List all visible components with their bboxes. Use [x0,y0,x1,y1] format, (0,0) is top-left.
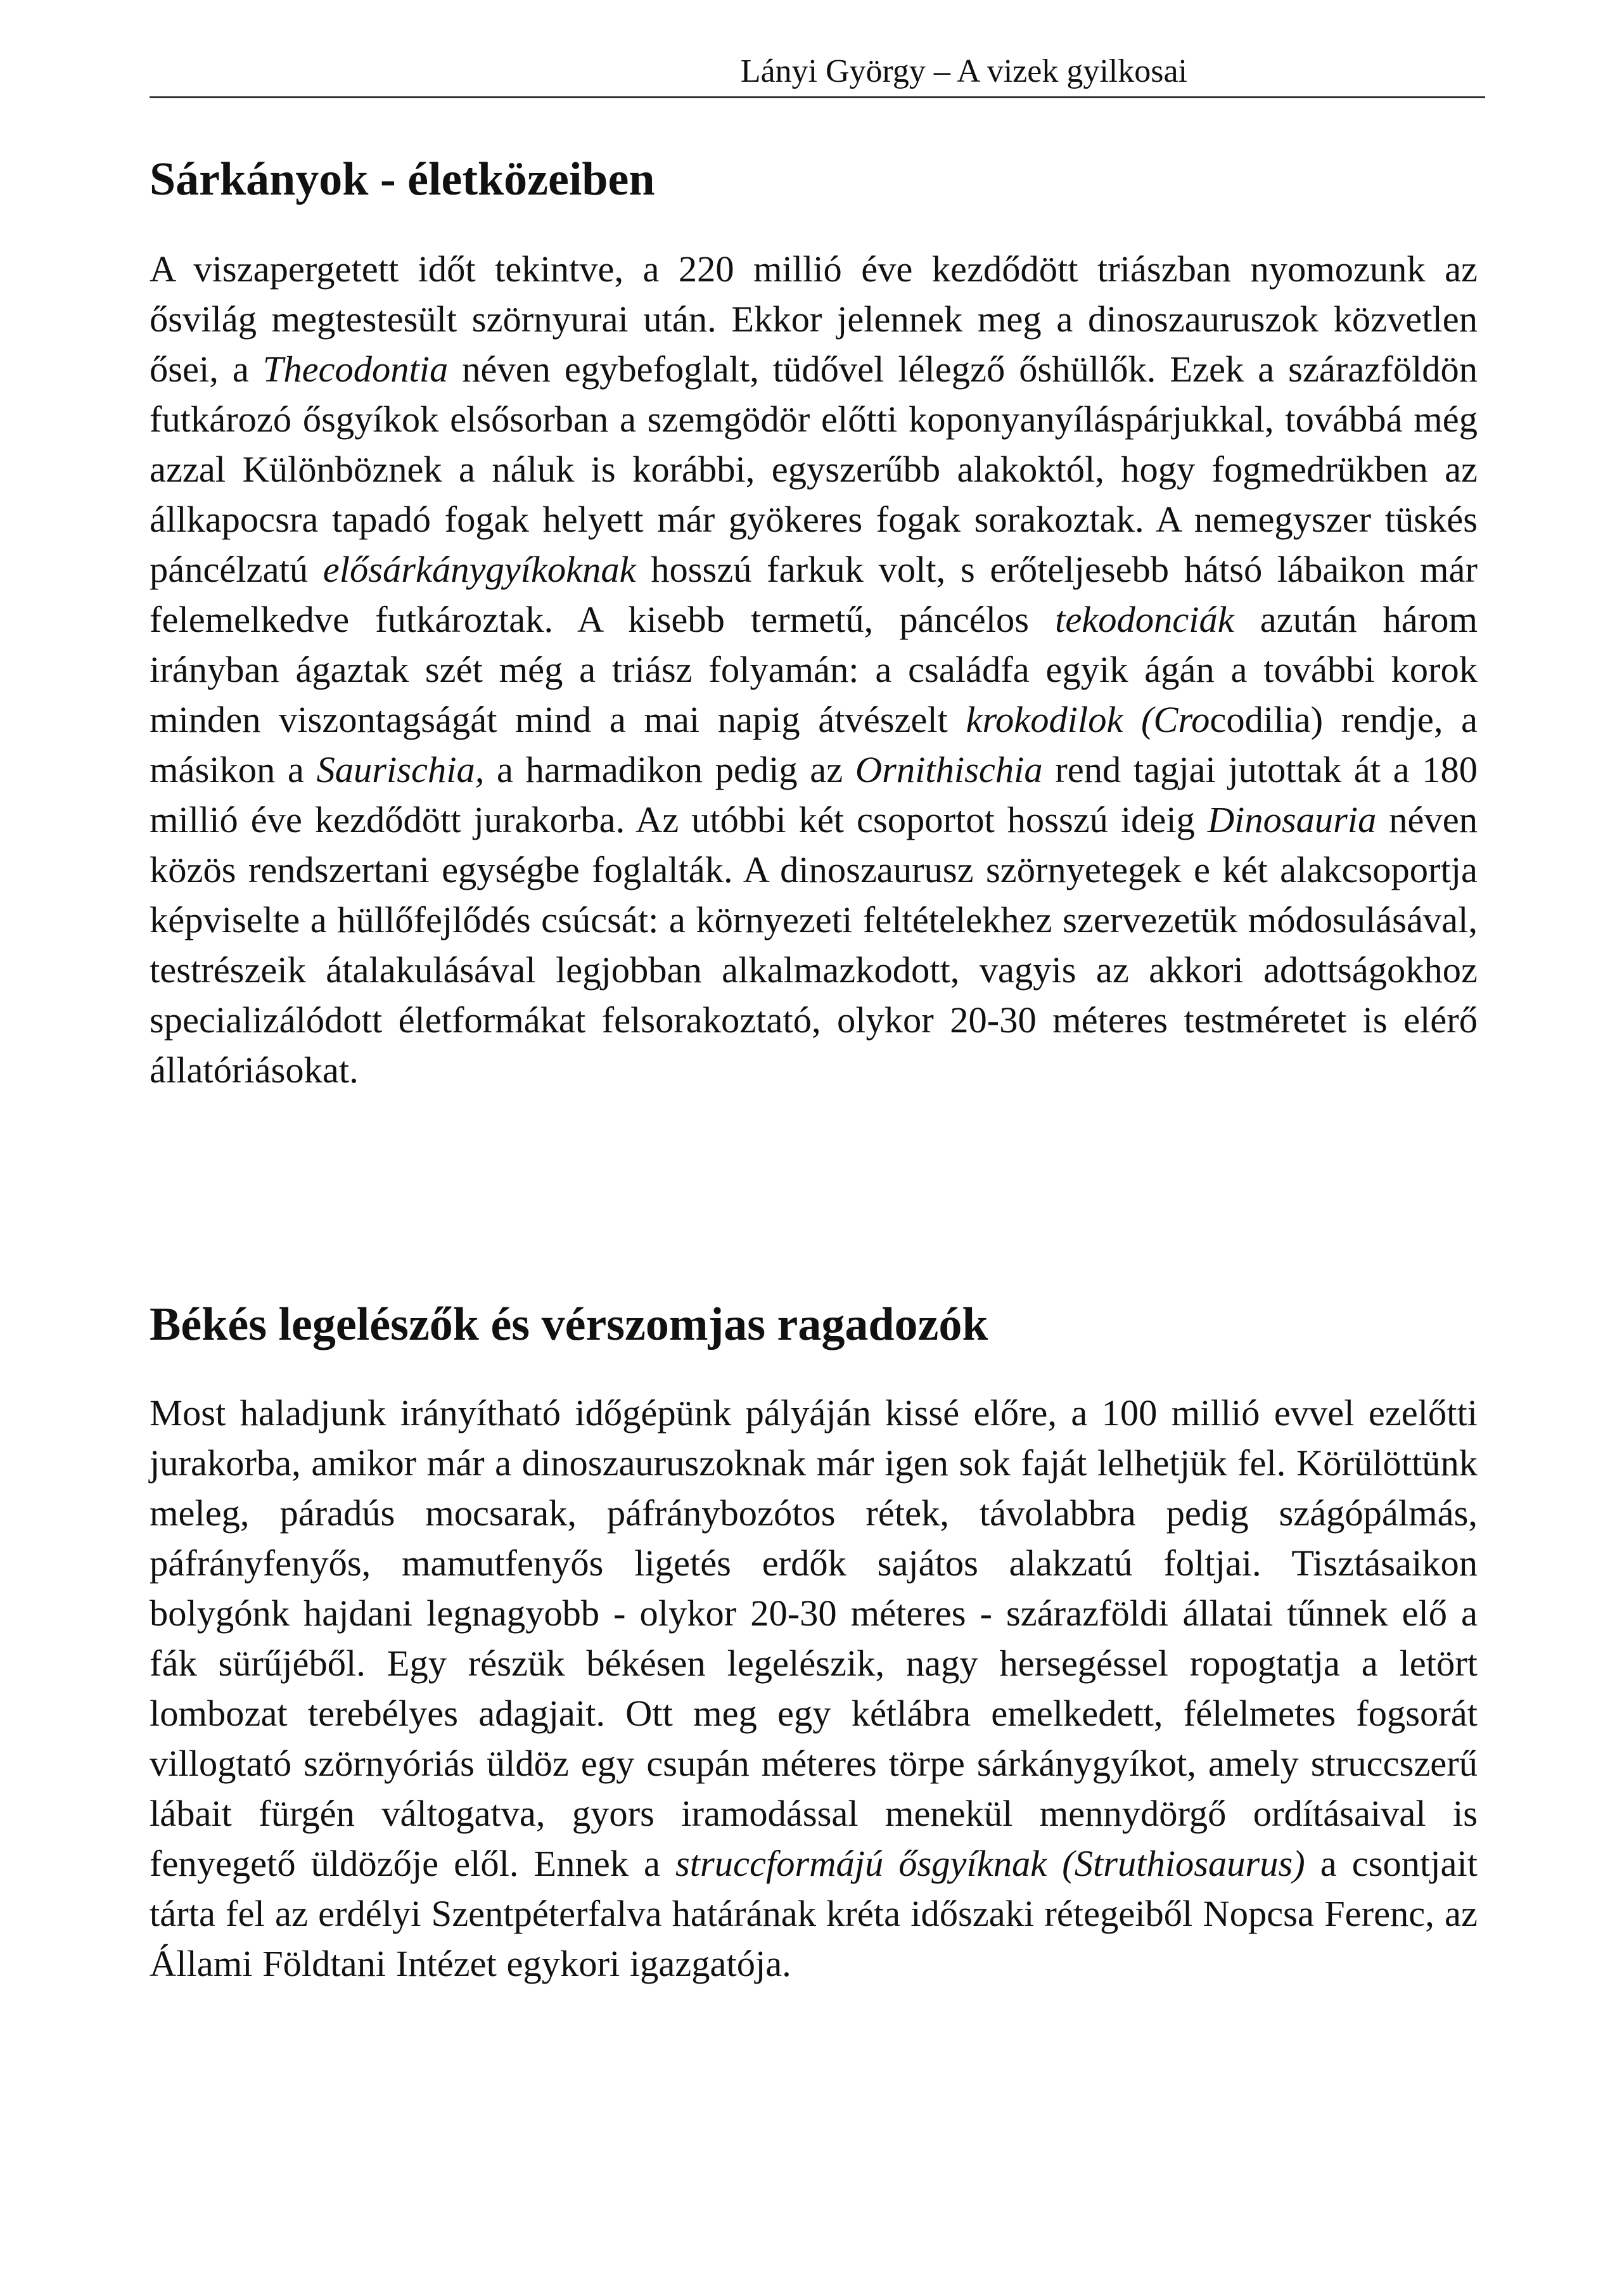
running-header: Lányi György – A vizek gyilkosai [740,53,1187,89]
section-paragraph [150,244,1478,1095]
section-paragraph [150,1388,1478,1989]
italic-term: Thecodontia [262,349,449,390]
italic-term: Ornithischia [855,749,1043,790]
text-run: a harmadikon pedig az [484,749,855,790]
italic-term: krokodilok (Cro [966,699,1210,740]
text-run: néven közös rendszertani egységbe foglalták. A dinoszaurusz szörnyetegek e két alakcsoportja képviselte a hüllőfejlődés csúcsát: a környezeti feltételekhez szervezetük módosulásával, testrészeik átalakulásával legjobban alkalmazkodott, vagyis az akkori adottságokhoz specializálódott életformákat felsorakoztató, olykor 20-30 méteres testméretet is elérő állatóriásokat. [150,799,1478,1091]
italic-term: struccformájú ősgyíknak (Struthiosaurus) [675,1843,1305,1884]
italic-term: Saurischia, [316,749,485,790]
header-rule [150,96,1485,98]
text-run: rend tagjai jutottak át a 180 millió éve kezdődött jurakorba. Az utóbbi két csoportot hosszú ideig [150,749,1478,840]
text-run: Most haladjunk irányítható időgépünk pályáján kissé előre, a 100 millió evvel ezelőtti jurakorba, amikor már a dinoszauruszoknak már igen sok faját lelhetjük fel. Körülöttünk meleg, páradús mocsarak, páfránybozótos rétek, távolabbra pedig szágópálmás, páfrányfenyős, mamutfenyős ligetés erdők sajátos alakzatú foltjai. Tisztásaikon bolygónk hajdani legnagyobb - olykor 20-30 méteres - szárazföldi állatai tűnnek elő a fák sürűjéből. Egy részük békésen legelészik, nagy hersegéssel ropogtatja a letört lombozat terebélyes adagjait. Ott meg egy kétlábra emelkedett, félelmetes fogsorát villogtató szörnyóriás üldöz egy csupán méteres törpe sárkánygyíkot, amely struccszerű lábait fürgén váltogatva, gyors iramodással menekül mennydörgő ordításaival is fenyegető üldözője elől. Ennek a [150,1392,1478,1884]
text-run: hosszú farkuk volt, s erőteljesebb hátsó lábaikon már felemelkedve futkároztak. A kisebb termetű, páncélos [150,549,1478,640]
italic-term: tekodonciák [1055,599,1234,640]
italic-term: elősárkánygyíkoknak [322,549,636,590]
text-run: codilia) rendje, a másikon a [150,699,1478,790]
text-run: néven egybefoglalt, tüdővel lélegző őshüllők. Ezek a szárazföldön futkározó ősgyíkok elsősorban a szemgödör előtti koponyanyíláspárjukkal, továbbá még azzal Különböznek a náluk is korábbi, egyszerűbb alakoktól, hogy fogmedrükben az állkapocsra tapadó fogak helyett már gyökeres fogak sorakoztak. A nemegyszer tüskés páncélzatú [150,349,1478,590]
italic-term: Dinosauria [1207,799,1377,840]
section-title: Sárkányok - életközeiben [150,153,655,205]
text-run: A viszapergetett időt tekintve, a 220 millió éve kezdődött triászban nyomozunk az ősvilág megtestesült szörnyurai után. Ekkor jelennek meg a dinoszauruszok közvetlen ősei, a [150,248,1478,390]
text-run: azután három irányban ágaztak szét még a triász folyamán: a családfa egyik ágán a további korok minden viszontagságát mind a mai napig átvészelt [150,599,1478,740]
section-title: Békés legelészők és vérszomjas ragadozók [150,1299,988,1350]
text-run: a csontjait tárta fel az erdélyi Szentpéterfalva határának kréta időszaki rétegeiből Nopcsa Ferenc, az Állami Földtani Intézet egykori igazgatója. [150,1843,1478,1984]
